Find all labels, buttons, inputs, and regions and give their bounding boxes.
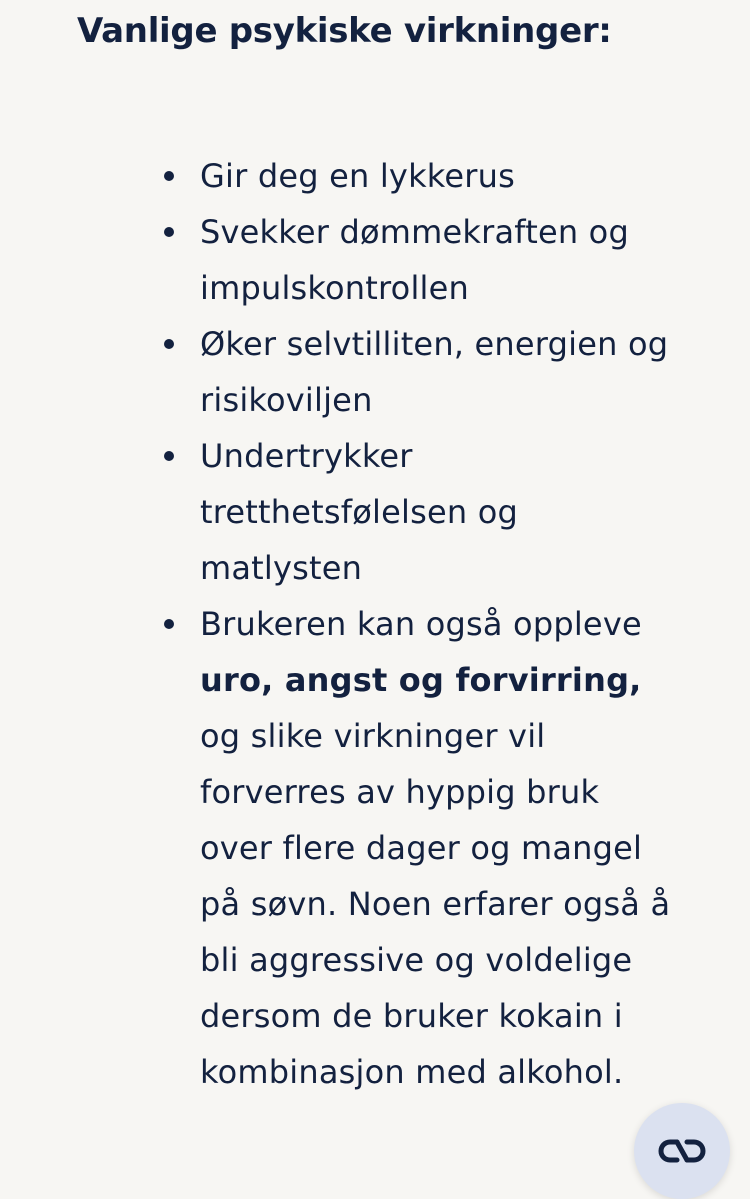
list-item-text: Undertrykker tretthetsfølelsen og matlysten (200, 437, 518, 587)
list-item (160, 596, 680, 1100)
bullet-icon (164, 451, 174, 461)
list-item-text: Gir deg en lykkerus (200, 157, 515, 195)
list-item (160, 204, 680, 316)
list-item (160, 428, 680, 596)
infinity-link-icon (657, 1137, 707, 1165)
list-item-text: Svekker dømmekraften og impulskontrollen (200, 213, 629, 307)
list-item (160, 316, 680, 428)
bullet-icon (164, 171, 174, 181)
section-heading: Vanlige psykiske virkninger: (77, 11, 612, 51)
list-item-intro: Brukeren kan også oppleve (200, 605, 642, 643)
list-item-emphasis: uro, angst og forvirring, (200, 661, 642, 699)
effects-list (160, 148, 680, 1100)
list-item (160, 148, 680, 204)
list-item-rest: og slike virkninger vil forverres av hyppig bruk over flere dager og mangel på søvn. Noen erfarer også å bli aggressive og voldelige dersom de bruker kokain i kombinasjon med alkohol. (200, 717, 671, 1091)
list-item-text: Øker selvtilliten, energien og risikoviljen (200, 325, 669, 419)
bullet-icon (164, 339, 174, 349)
floating-action-button[interactable] (634, 1103, 730, 1199)
bullet-icon (164, 227, 174, 237)
bullet-icon (164, 619, 174, 629)
